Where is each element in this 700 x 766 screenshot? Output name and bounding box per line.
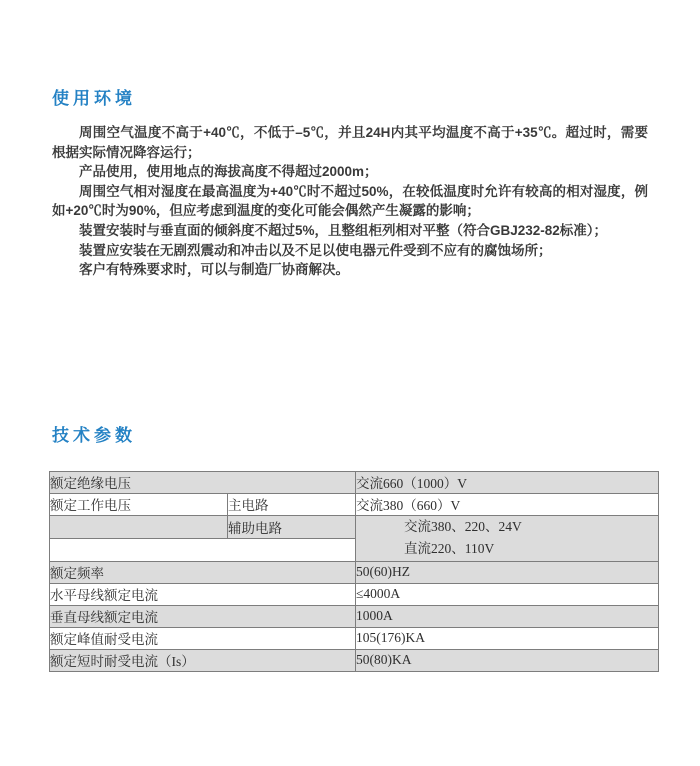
param-sublabel: 主电路 [228,493,356,515]
param-value: ≤4000A [356,583,659,605]
param-label: 额定峰值耐受电流 [50,627,356,649]
technical-parameters-table [49,471,700,672]
param-value: 1000A [356,605,659,627]
param-value-line: 交流380、220、24V [404,518,522,534]
param-label: 额定短时耐受电流（Is） [50,649,356,671]
usage-paragraph: 周围空气温度不高于+40℃，不低于–5℃，并且24H内其平均温度不高于+35℃。超过时，需要根据实际情况降容运行； [52,125,648,160]
usage-environment-heading: 使用环境 [52,89,136,108]
param-label: 垂直母线额定电流 [50,605,356,627]
usage-paragraph: 装置安装时与垂直面的倾斜度不超过5%，且整组柜列相对平整（符合GBJ232-82标准）； [79,222,608,238]
table-row [50,515,659,538]
param-value: 50(60)HZ [356,561,659,583]
usage-environment-paragraphs [52,123,648,280]
param-label: 额定绝缘电压 [50,471,356,493]
param-sublabel: 辅助电路 [228,515,356,538]
param-label: 额定频率 [50,561,356,583]
param-value: 交流660（1000）V [356,471,659,493]
param-value: 50(80)KA [356,649,659,671]
table-row [50,583,659,605]
table-row [50,471,659,493]
table-row [50,649,659,671]
usage-paragraph: 周围空气相对湿度在最高温度为+40℃时不超过50%，在较低温度时允许有较高的相对湿度，例如+20℃时为90%，但应考虑到温度的变化可能会偶然产生凝露的影响； [52,183,648,219]
usage-paragraph: 装置应安装在无剧烈震动和冲击以及不足以使电器元件受到不应有的腐蚀场所； [79,242,552,258]
usage-paragraph: 产品使用，使用地点的海拔高度不得超过2000m； [79,164,378,180]
param-value: 交流380（660）V [356,493,659,515]
table-row [50,561,659,583]
table-row [50,627,659,649]
table-row [50,493,659,515]
param-value: 105(176)KA [356,627,659,649]
table-row [50,605,659,627]
technical-parameters-heading: 技术参数 [52,425,136,445]
param-label-empty [50,538,356,561]
param-value-merged [356,515,659,561]
param-label-empty [50,515,228,538]
param-label: 水平母线额定电流 [50,583,356,605]
param-label: 额定工作电压 [50,493,228,515]
param-value-line: 直流220、110V [404,541,495,557]
usage-paragraph: 客户有特殊要求时，可以与制造厂协商解决。 [79,262,349,278]
